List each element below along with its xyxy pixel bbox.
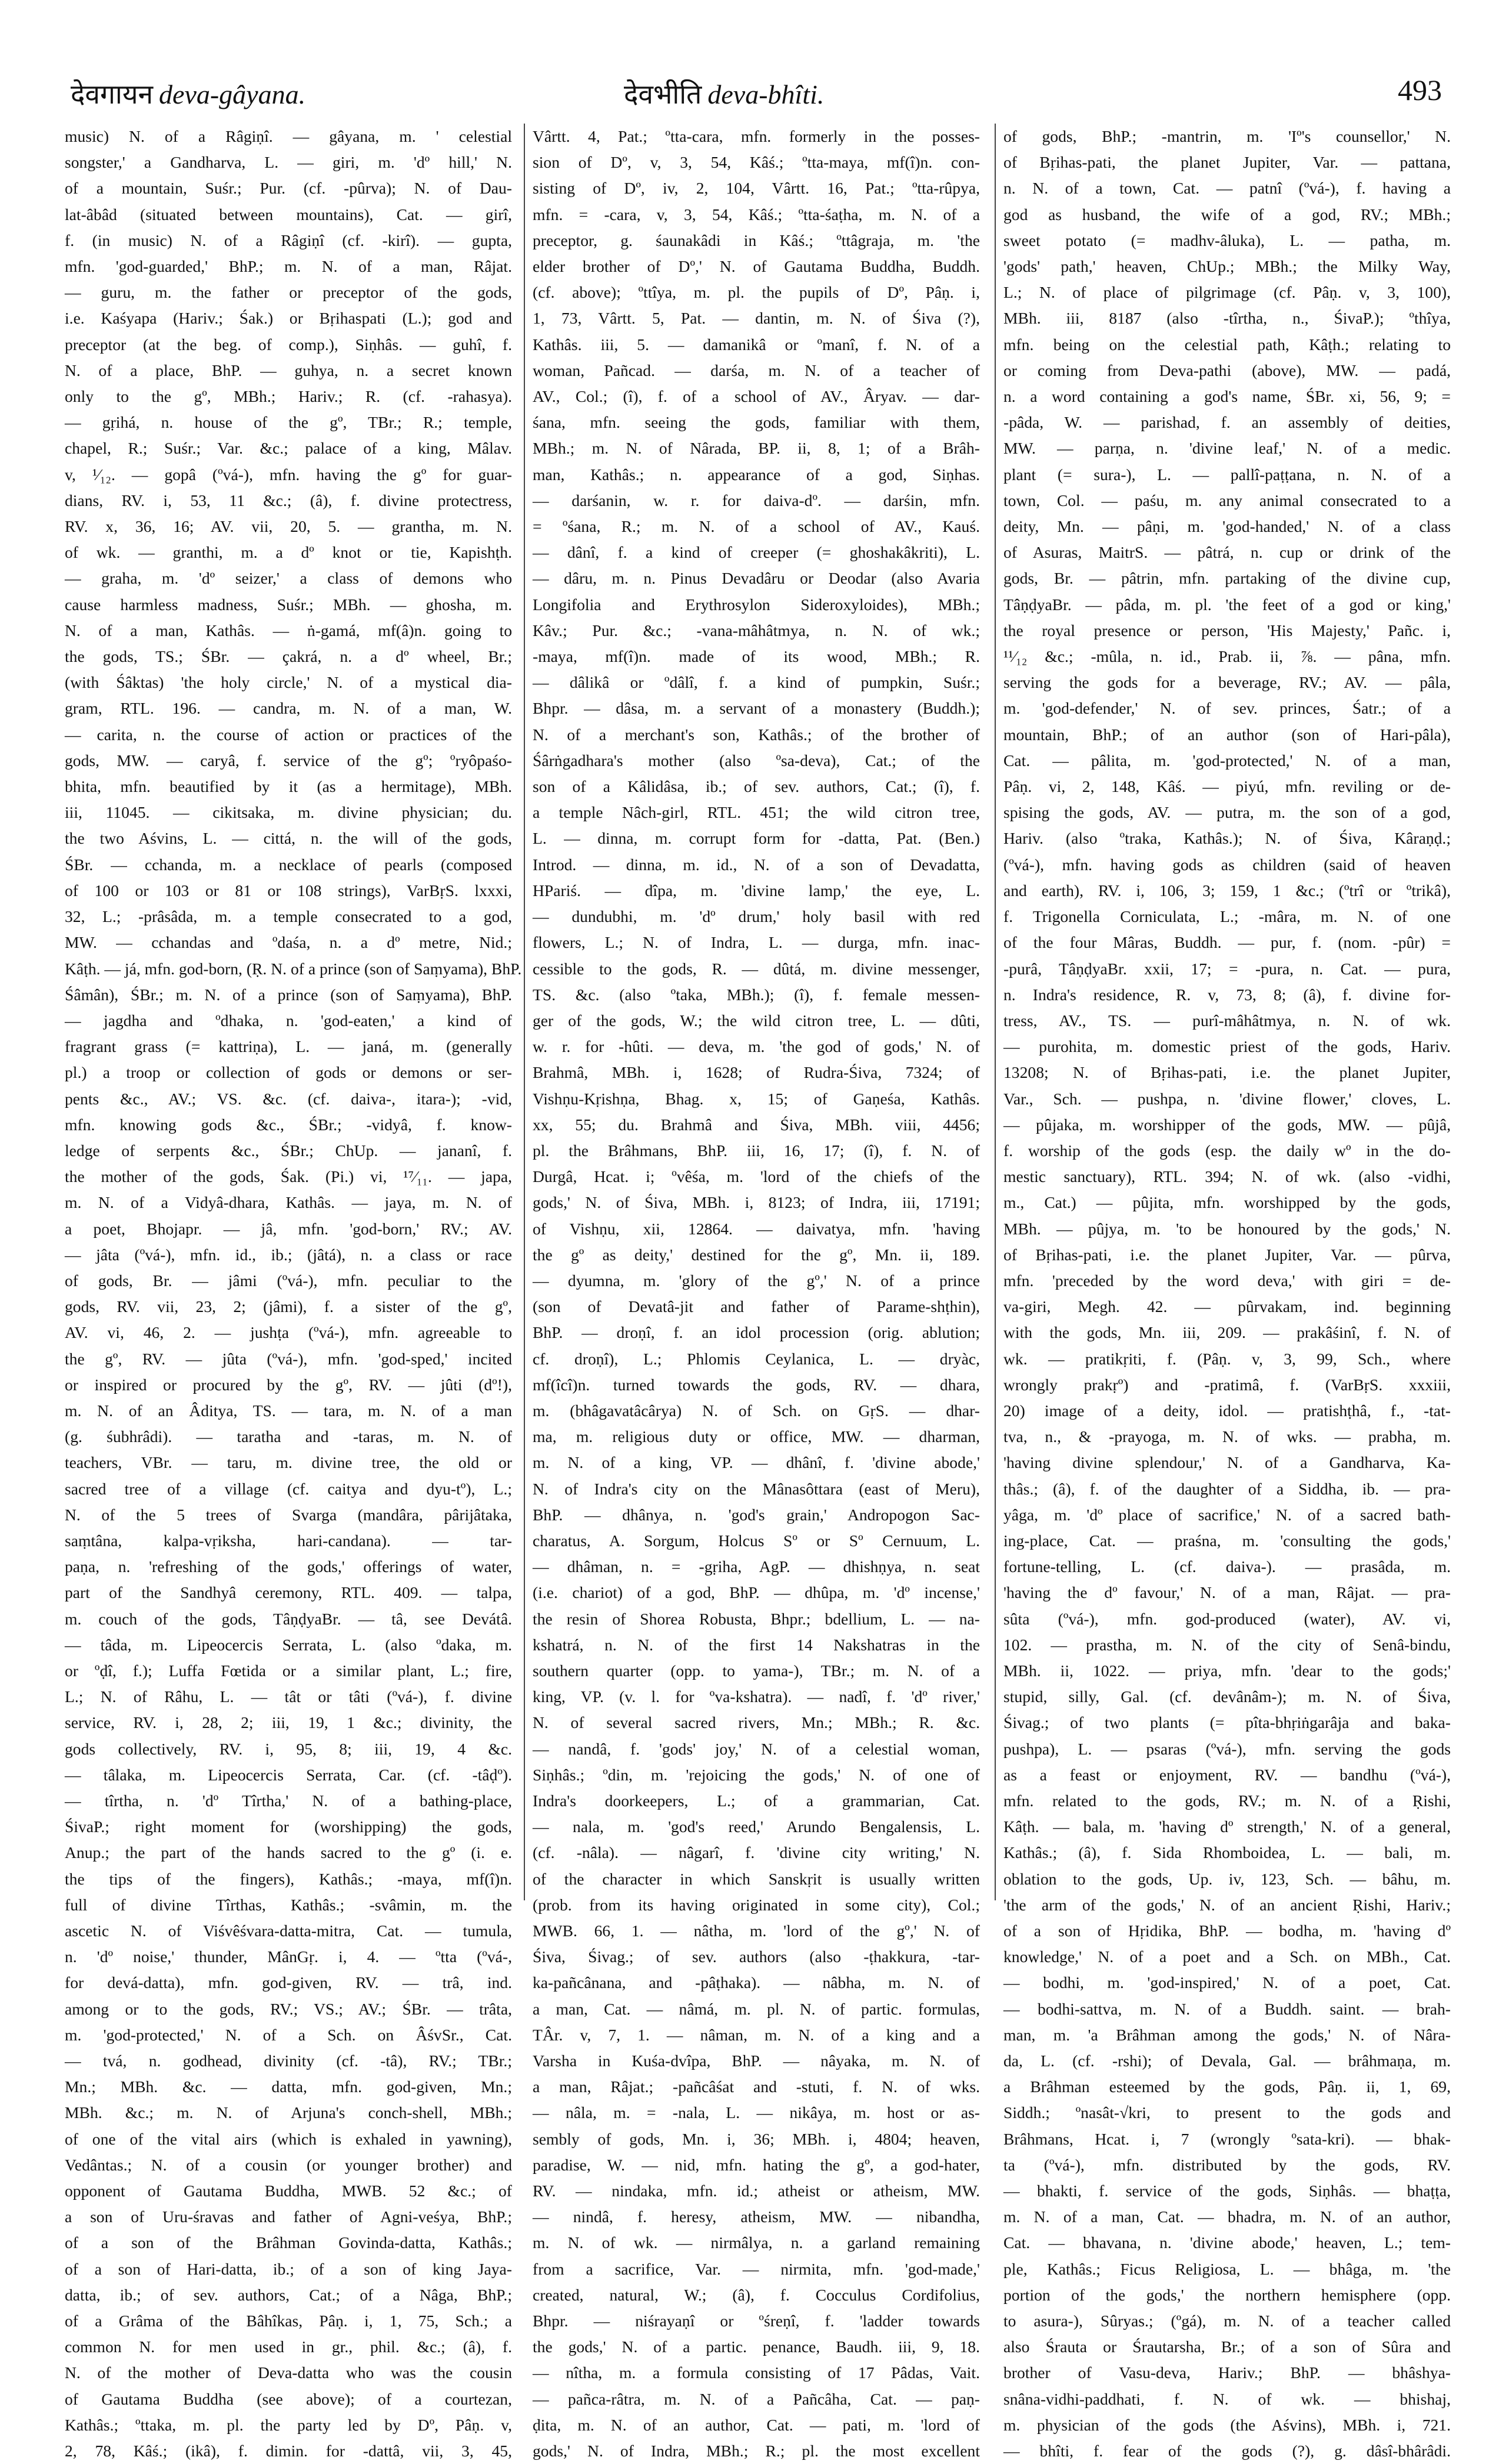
- entry-line: gods, Br. — pâtrin, mfn. partaking of the divine cup,: [1003, 569, 1451, 588]
- entry-line: Longifolia and Erythrosylon Sideroxyloides), MBh.;: [533, 595, 980, 614]
- entry-line: serving the gods for a beverage, RV.; AV. — pâla,: [1003, 673, 1451, 692]
- entry-line: deity, Mn. — pâṇi, m. 'god-handed,' N. of a class: [1003, 517, 1451, 536]
- entry-line: MWB. 66, 1. — nâtha, m. 'lord of the gº,' N. of: [533, 1922, 980, 1940]
- entry-line: mf(îcî)n. turned towards the gods, RV. — dhara,: [533, 1375, 980, 1394]
- entry-line: of Bṛihas-pati, i.e. the planet Jupiter, Var. — pûrva,: [1003, 1245, 1451, 1264]
- entry-line: — pañca-râtra, m. N. of a Pañcâha, Cat. — paṇ-: [533, 2389, 980, 2408]
- entry-line: = ºśana, R.; m. N. of a school of AV., Kauś.: [533, 517, 980, 536]
- entry-line: BhP. — dhânya, n. 'god's grain,' Andropogon Sac-: [533, 1505, 980, 1524]
- dictionary-body: [65, 124, 1451, 2460]
- entry-line: N. of a merchant's son, Kathâs.; of the brother of: [533, 725, 980, 744]
- entry-line: cessible to the gods, R. — dûtá, m. divine messenger,: [533, 959, 980, 978]
- entry-line: ascetic N. of Viśvêśvara-datta-mitra, Cat. — tumula,: [65, 1922, 512, 1940]
- entry-line: fragrant grass (= kattriṇa), L. — janá, m. (generally: [65, 1037, 512, 1056]
- entry-line: f. Trigonella Corniculata, L.; -mâra, m. N. of one: [1003, 907, 1451, 926]
- entry-line: RV. — nindaka, mfn. id.; atheist or atheism, MW.: [533, 2182, 980, 2200]
- entry-line: TS. &c. (also ºtaka, MBh.); (î), f. female messen-: [533, 985, 980, 1004]
- entry-line: plant (= sura-), L. — pallî-paṭṭana, n. N. of a: [1003, 465, 1451, 484]
- entry-line: ta (ºvá-), mfn. distributed by the gods, RV.: [1003, 2155, 1451, 2174]
- entry-line: of 100 or 103 or 81 or 108 strings), VarBṛS. lxxxi,: [65, 881, 512, 900]
- entry-line: TÂr. v, 7, 1. — nâman, m. N. of a king and a: [533, 2025, 980, 2044]
- entry-line: ŚivaP.; right moment for (worshipping) the gods,: [65, 1817, 512, 1836]
- entry-line: mfn. being on the celestial path, Kâṭh.; relating to: [1003, 335, 1451, 354]
- entry-line: 'gods' path,' heaven, ChUp.; MBh.; the Milky Way,: [1003, 257, 1451, 276]
- entry-line: — graha, m. 'dº seizer,' a class of demons who: [65, 569, 512, 588]
- entry-line: dians, RV. i, 53, 11 &c.; (â), f. divine protectress,: [65, 491, 512, 510]
- entry-line: or coming from Deva-pathi (above), MW. — padá,: [1003, 361, 1451, 379]
- entry-line: of gods, BhP.; -mantrin, m. 'Iº's counsellor,' N.: [1003, 127, 1451, 145]
- entry-line: ger of the gods, W.; the wild citron tree, L. — dûti,: [533, 1011, 980, 1030]
- entry-line: fortune-telling, L. (cf. daiva-). — prasâda, m.: [1003, 1557, 1451, 1576]
- entry-line: Indra's doorkeepers, L.; of a grammarian, Cat.: [533, 1792, 980, 1810]
- entry-line: ma, m. religious duty or office, MW. — dharman,: [533, 1427, 980, 1446]
- entry-line: a temple Nâch-girl, RTL. 451; the wild citron tree,: [533, 803, 980, 822]
- left-head-translit: deva-gâyana.: [159, 79, 306, 109]
- entry-line: — dyumna, m. 'glory of the gº,' N. of a prince: [533, 1271, 980, 1290]
- entry-line: — tâda, m. Lipeocercis Serrata, L. (also ºdaka, m.: [65, 1635, 512, 1654]
- entry-line: mfn. knowing gods &c., ŚBr.; -vidyâ, f. know-: [65, 1115, 512, 1134]
- entry-line: Vishṇu-Kṛishṇa, Bhag. x, 15; of Gaṇeśa, Kathâs.: [533, 1089, 980, 1108]
- entry-line: Bhpr. — dâsa, m. a servant of a monastery (Buddh.);: [533, 699, 980, 718]
- entry-line: N. of a place, BhP. — guhya, n. a secret known: [65, 361, 512, 379]
- entry-line: the tips of the fingers), Kathâs.; -maya, mf(î)n.: [65, 1869, 512, 1888]
- entry-line: HPariś. — dîpa, m. 'divine lamp,' the eye, L.: [533, 881, 980, 900]
- entry-line: (ºvá-), mfn. having gods as children (said of heaven: [1003, 855, 1451, 874]
- entry-line: spising the gods, AV. — putra, m. the son of a god,: [1003, 803, 1451, 822]
- entry-line: m. couch of the gods, TâṇḍyaBr. — tâ, see Devátâ.: [65, 1609, 512, 1628]
- entry-line: the gº, RV. — jûta (ºvá-), mfn. 'god-sped,' incited: [65, 1349, 512, 1368]
- entry-line: and earth), RV. i, 106, 3; 159, 1 &c.; (ºtrî or ºtrikâ),: [1003, 881, 1451, 900]
- entry-line: also Śrauta or Śrautarsha, Br.; of a son of Sûra and: [1003, 2338, 1451, 2356]
- entry-line: man, m. 'a Brâhman among the gods,' N. of Nâra-: [1003, 2025, 1451, 2044]
- entry-line: portion of the gods,' the northern hemisphere (opp.: [1003, 2285, 1451, 2304]
- entry-line: cf. droṇî), L.; Phlomis Ceylanica, L. — dryàc,: [533, 1349, 980, 1368]
- entry-line: mountain, BhP.; of an author (son of Hari-pâla),: [1003, 725, 1451, 744]
- entry-line: of a son of Hari-datta, ib.; of a son of king Jaya-: [65, 2259, 512, 2278]
- entry-line: for devá-datta), mfn. god-given, RV. — trâ, ind.: [65, 1973, 512, 1992]
- left-running-head: [71, 75, 305, 112]
- entry-line: gods,' N. of Śiva, MBh. i, 8123; of Indra, iii, 17191;: [533, 1193, 980, 1212]
- entry-line: -pâda, W. — parishad, f. an assembly of deities,: [1003, 413, 1451, 432]
- entry-line: sûta (ºvá-), mfn. god-produced (water), AV. vi,: [1003, 1609, 1451, 1628]
- entry-line: from a sacrifice, Var. — nirmita, mfn. 'god-made,': [533, 2259, 980, 2278]
- entry-line: pents &c., AV.; VS. &c. (cf. daiva-, itara-); -vid,: [65, 1089, 512, 1108]
- entry-line: — bodhi, m. 'god-inspired,' N. of a poet, Cat.: [1003, 1973, 1451, 1992]
- entry-line: full of divine Tîrthas, Kathâs.; -svâmin, m. the: [65, 1895, 512, 1914]
- entry-line: -purâ, TâṇḍyaBr. xxii, 17; = -pura, n. Cat. — pura,: [1003, 959, 1451, 978]
- entry-line: AV., Col.; (î), f. of a school of AV., Âryav. — dar-: [533, 387, 980, 406]
- entry-line: Vedântas.; N. of a cousin (or younger brother) and: [65, 2155, 512, 2174]
- entry-line: wk. — pratikṛiti, f. (Pâṇ. v, 3, 99, Sch., where: [1003, 1349, 1451, 1368]
- entry-line: n. a word containing a god's name, ŚBr. xi, 56, 9; =: [1003, 387, 1451, 406]
- entry-line: datta, ib.; of sev. authors, Cat.; of a Nâga, BhP.;: [65, 2285, 512, 2304]
- entry-line: (cf. -nâla). — nâgarî, f. 'divine city writing,' N.: [533, 1843, 980, 1862]
- entry-line: ple, Kathâs.; Ficus Religiosa, L. — bhâga, m. 'the: [1003, 2259, 1451, 2278]
- entry-line: Vârtt. 4, Pat.; ºtta-cara, mfn. formerly in the posses-: [533, 127, 980, 145]
- entry-line: of a son of Hṛidika, BhP. — bodha, m. 'having dº: [1003, 1922, 1451, 1940]
- entry-line: — dâru, m. n. Pinus Devadâru or Deodar (also Avaria: [533, 569, 980, 588]
- entry-line: — tîrtha, n. 'dº Tîrtha,' N. of a bathing-place,: [65, 1792, 512, 1810]
- entry-line: (cf. above); ºttîya, m. pl. the pupils of Dº, Pâṇ. i,: [533, 283, 980, 302]
- entry-line: m., Cat.) — pûjita, mfn. worshipped by the gods,: [1003, 1193, 1451, 1212]
- entry-line: Hariv. (also ºtraka, Kathâs.); N. of Śiva, Kâraṇḍ.;: [1003, 829, 1451, 848]
- entry-line: Cat. — pâlita, m. 'god-protected,' N. of a man,: [1003, 751, 1451, 770]
- entry-line: only to the gº, MBh.; Hariv.; R. (cf. -rahasya).: [65, 387, 512, 406]
- entry-line: MBh. iii, 8187 (also -tîrtha, n., ŚivaP.); ºthîya,: [1003, 309, 1451, 328]
- entry-line: gram, RTL. 196. — candra, m. N. of a man, W.: [65, 699, 512, 718]
- entry-line: teachers, VBr. — taru, m. divine tree, the old or: [65, 1453, 512, 1472]
- entry-line: kshatrá, n. N. of the first 14 Nakshatras in the: [533, 1635, 980, 1654]
- entry-line: — dâlikâ or ºdâlî, f. a kind of pumpkin, Suśr.;: [533, 673, 980, 692]
- entry-line: 1, 73, Vârtt. 5, Pat. — dantin, m. N. of Śiva (?),: [533, 309, 980, 328]
- entry-line: f. (in music) N. of a Râgiṇî (cf. -kirî). — gupta,: [65, 231, 512, 249]
- entry-line: 'having divine splendour,' N. of a Gandharva, Ka-: [1003, 1453, 1451, 1472]
- entry-line: f. worship of the gods (esp. the daily wº in the do-: [1003, 1141, 1451, 1160]
- entry-line: mfn. 'god-guarded,' BhP.; m. N. of a man, Râjat.: [65, 257, 512, 276]
- entry-line: — tvá, n. godhead, divinity (cf. -tâ), RV.; TBr.;: [65, 2052, 512, 2070]
- page-number: 493: [1398, 74, 1442, 106]
- entry-line: N. of the mother of Deva-datta who was the cousin: [65, 2363, 512, 2382]
- entry-line: gods, MW. — caryâ, f. service of the gº; ºryôpaśo-: [65, 751, 512, 770]
- entry-line: mfn. 'preceded by the word deva,' with giri = de-: [1003, 1271, 1451, 1290]
- entry-line: saṃtâna, kalpa-vṛiksha, hari-candana). — tar-: [65, 1531, 512, 1550]
- entry-line: (prob. from its having originated in some city), Col.;: [533, 1895, 980, 1914]
- entry-line: created, natural, W.; (â), f. Cocculus Cordifolius,: [533, 2285, 980, 2304]
- entry-line: — purohita, m. domestic priest of the gods, Hariv.: [1003, 1037, 1451, 1056]
- entry-line: N. of a man, Kathâs. — ṅ-gamá, mf(â)n. going to: [65, 621, 512, 640]
- entry-line: — darśanin, w. r. for daiva-dº. — darśin, mfn.: [533, 491, 980, 510]
- entry-line: L. — dinna, m. corrupt form for -datta, Pat. (Ben.): [533, 829, 980, 848]
- entry-line: — nala, m. 'god's reed,' Arundo Bengalensis, L.: [533, 1817, 980, 1836]
- entry-line: i.e. Kaśyapa (Hariv.; Śak.) or Bṛihaspati (L.); god and: [65, 309, 512, 328]
- entry-line: mestic sanctuary), RTL. 394; N. of wk. (also -vidhi,: [1003, 1167, 1451, 1186]
- entry-line: chapel, R.; Suśr.; Var. &c.; palace of a king, Mâlav.: [65, 439, 512, 458]
- right-head-translit: deva-bhîti.: [707, 79, 825, 109]
- entry-line: — nandâ, f. 'gods' joy,' N. of a celestial woman,: [533, 1739, 980, 1758]
- entry-line: Var., Sch. — pushpa, n. 'divine flower,' cloves, L.: [1003, 1089, 1451, 1108]
- entry-line: m. N. of a man, Cat. — bhadra, m. N. of an author,: [1003, 2207, 1451, 2226]
- entry-line: MW. — cchandas and ºdaśa, n. a dº metre, Nid.;: [65, 933, 512, 952]
- column-2: [533, 124, 980, 2460]
- entry-line: — nîtha, m. a formula consisting of 17 Pâdas, Vait.: [533, 2363, 980, 2382]
- entry-line: of Asuras, MaitrS. — pâtrá, n. cup or drink of the: [1003, 543, 1451, 562]
- entry-line: mfn. related to the gods, RV.; m. N. of a Ṛishi,: [1003, 1792, 1451, 1810]
- entry-line: tress, AV., TS. — purî-mâhâtmya, n. N. of wk.: [1003, 1011, 1451, 1030]
- left-head-devanagari: देवगायन: [71, 78, 154, 110]
- entry-line: of the four Mâras, Buddh. — pur, f. (nom. -pûr) =: [1003, 933, 1451, 952]
- entry-line: (g. śubhrâdi). — taratha and -taras, m. N. of: [65, 1427, 512, 1446]
- entry-line: a man, Cat. — nâmá, m. pl. N. of partic. formulas,: [533, 1999, 980, 2018]
- entry-line: xx, 55; du. Brahmâ and Śiva, MBh. viii, 4456;: [533, 1115, 980, 1134]
- entry-line: Anup.; the part of the hands sacred to the gº (i. e.: [65, 1843, 512, 1862]
- entry-line: preceptor (at the beg. of comp.), Siṇhâs. — guhî, f.: [65, 335, 512, 354]
- entry-line: son of a Kâlidâsa, ib.; of sev. authors, Cat.; (î), f.: [533, 777, 980, 796]
- entry-line: RV. x, 36, 16; AV. vii, 20, 5. — grantha, m. N.: [65, 517, 512, 536]
- entry-line: of Bṛihas-pati, the planet Jupiter, Var. — pattana,: [1003, 153, 1451, 172]
- right-running-head: [624, 75, 824, 112]
- entry-line: Śârṅgadhara's mother (also ºsa-deva), Cat.; of the: [533, 751, 980, 770]
- entry-line: ŚBr. — cchanda, m. a necklace of pearls (composed: [65, 855, 512, 874]
- entry-line: sion of Dº, v, 3, 54, Kâś.; ºtta-maya, mf(î)n. con-: [533, 153, 980, 172]
- entry-line: of a son of the Brâhman Govinda-datta, Kathâs.;: [65, 2233, 512, 2252]
- entry-line: music) N. of a Râgiṇî. — gâyana, m. ' celestial: [65, 127, 512, 145]
- entry-line: Kathâs.; (â), f. Sida Rhomboidea, L. — bali, m.: [1003, 1843, 1451, 1862]
- entry-line: ledge of serpents &c., ŚBr.; ChUp. — jananî, f.: [65, 1141, 512, 1160]
- entry-line: w. r. for -hûti. — deva, m. 'the god of gods,' N. of: [533, 1037, 980, 1056]
- entry-line: sacred tree of a village (cf. caitya and dyu-tº), L.;: [65, 1479, 512, 1498]
- entry-line: yâga, m. 'dº place of sacrifice,' N. of a sacred bath-: [1003, 1505, 1451, 1524]
- entry-line: 'the arm of the gods,' N. of an ancient Ṛishi, Hariv.;: [1003, 1895, 1451, 1914]
- entry-line: stupid, silly, Gal. (cf. devânâm-); m. N. of Śiva,: [1003, 1687, 1451, 1706]
- entry-line: of gods, Br. — jâmi (ºvá-), mfn. peculiar to the: [65, 1271, 512, 1290]
- entry-line: common N. for men used in gr., phil. &c.; (â), f.: [65, 2338, 512, 2356]
- entry-line: gods,' N. of Indra, MBh.; R.; pl. the most excellent: [533, 2442, 980, 2460]
- entry-line: m. N. of a king, VP. — dhânî, f. 'divine abode,': [533, 1453, 980, 1472]
- entry-line: m. N. of wk. — nirmâlya, n. a garland remaining: [533, 2233, 980, 2252]
- entry-line: man, Kathâs.; n. appearance of a god, Siṇhas.: [533, 465, 980, 484]
- entry-line: Śâmân), ŚBr.; m. N. of a prince (son of Saṃyama), BhP.: [65, 985, 512, 1004]
- column-1: [65, 124, 522, 2460]
- entry-line: Kâv.; Pur. &c.; -vana-mâhâtmya, n. N. of wk.;: [533, 621, 980, 640]
- right-head-devanagari: देवभीति: [624, 78, 702, 110]
- entry-line: N. of several sacred rivers, Mn.; MBh.; R. &c.: [533, 1713, 980, 1732]
- entry-line: Cat. — bhavana, n. 'divine abode,' heaven, L.; tem-: [1003, 2233, 1451, 2252]
- entry-line: 'having the dº favour,' N. of a man, Râjat. — pra-: [1003, 1583, 1451, 1602]
- entry-line: Bhpr. — niśrayaṇî or ºśreṇî, f. 'ladder towards: [533, 2312, 980, 2330]
- entry-line: N. of Indra's city on the Mânasôttara (east of Meru),: [533, 1479, 980, 1498]
- entry-line: paṇa, n. 'refreshing of the gods,' offerings of water,: [65, 1557, 512, 1576]
- entry-line: L.; N. of place of pilgrimage (cf. Pâṇ. v, 3, 100),: [1003, 283, 1451, 302]
- entry-line: v, ¹⁄₁₂. — gopâ (ºvá-), mfn. having the gº for guar-: [65, 465, 512, 484]
- entry-line: MBh. ii, 1022. — priya, mfn. 'dear to the gods;': [1003, 1661, 1451, 1680]
- entry-line: or inspired or procured by the gº, RV. — jûti (dº!),: [65, 1375, 512, 1394]
- column-3: [1003, 124, 1451, 2460]
- entry-line: Durgâ, Hcat. i; ºvêśa, m. 'lord of the chiefs of the: [533, 1167, 980, 1186]
- entry-line: iii, 11045. — cikitsaka, m. divine physician; du.: [65, 803, 512, 822]
- entry-line: sweet potato (= madhv-âluka), L. — patha, m.: [1003, 231, 1451, 249]
- entry-line: ing-place, Cat. — praśna, m. 'consulting the gods,': [1003, 1531, 1451, 1550]
- entry-line: — jagdha and ºdhaka, n. 'god-eaten,' a kind of: [65, 1011, 512, 1030]
- entry-line: Brahmâ, MBh. i, 1628; of Rudra-Śiva, 7324; of: [533, 1063, 980, 1082]
- entry-line: 20) image of a deity, idol. — pratishṭhâ, f., -tat-: [1003, 1401, 1451, 1420]
- entry-line: MW. — parṇa, n. 'divine leaf,' N. of a medic.: [1003, 439, 1451, 458]
- entry-line: gods collectively, RV. i, 95, 8; iii, 19, 4 &c.: [65, 1739, 512, 1758]
- entry-line: lat-âbâd (situated between mountains), Cat. — girî,: [65, 205, 512, 224]
- entry-line: as a feast or enjoyment, RV. — bandhu (ºvá-),: [1003, 1765, 1451, 1784]
- entry-line: or ºḍî, f.); Luffa Fœtida or a similar plant, L.; fire,: [65, 1661, 512, 1680]
- entry-line: m. N. of an Âditya, TS. — tara, m. N. of a man: [65, 1401, 512, 1420]
- entry-line: (i.e. chariot) of a god, BhP. — dhûpa, m. 'dº incense,': [533, 1583, 980, 1602]
- entry-line: 2, 78, Kâś.; (ikâ), f. dimin. for -dattâ, vii, 3, 45,: [65, 2442, 512, 2460]
- entry-line: — jâta (ºvá-), mfn. id., ib.; (jâtá), n. a class or race: [65, 1245, 512, 1264]
- entry-line: — bhakti, f. service of the gods, Siṇhâs. — bhaṭṭa,: [1003, 2182, 1451, 2200]
- entry-line: pl.) a troop or collection of gods or demons or ser-: [65, 1063, 512, 1082]
- entry-line: Siddh.; ºnasât-√kri, to present to the gods and: [1003, 2103, 1451, 2122]
- entry-line: 102. — prastha, m. N. of the city of Senâ-bindu,: [1003, 1635, 1451, 1654]
- entry-line: 13208; N. of Bṛihas-pati, i.e. the planet Jupiter,: [1003, 1063, 1451, 1082]
- entry-line: m. 'god-defender,' N. of sev. princes, Śatr.; of a: [1003, 699, 1451, 718]
- entry-line: ka-pañcânana, and -pâṭhaka). — nâbha, m. N. of: [533, 1973, 980, 1992]
- entry-line: — gṛihá, n. house of the gº, TBr.; R.; temple,: [65, 413, 512, 432]
- entry-line: — nindâ, f. heresy, atheism, MW. — nibandha,: [533, 2207, 980, 2226]
- entry-line: a Brâhman esteemed by the gods, Pâṇ. ii, 1, 69,: [1003, 2077, 1451, 2096]
- entry-line: Introd. — dinna, m. id., N. of a son of Devadatta,: [533, 855, 980, 874]
- entry-line: town, Col. — paśu, m. any animal consecrated to a: [1003, 491, 1451, 510]
- entry-line: N. of the 5 trees of Svarga (mandâra, pârijâtaka,: [65, 1505, 512, 1524]
- entry-line: a poet, Bhojapr. — jâ, mfn. 'god-born,' RV.; AV.: [65, 1219, 512, 1238]
- entry-line: king, VP. (v. l. for ºva-kshatra). — nadî, f. 'dº river,': [533, 1687, 980, 1706]
- entry-line: — tâlaka, m. Lipeocercis Serrata, Car. (cf. -tâḍº).: [65, 1765, 512, 1784]
- entry-line: a son of Uru-śravas and father of Agni-veśya, BhP.;: [65, 2207, 512, 2226]
- entry-line: gods, RV. vii, 23, 2; (jâmi), f. a sister of the gº,: [65, 1297, 512, 1316]
- entry-line: thâs.; (â), f. of the daughter of a Siddha, ib. — pra-: [1003, 1479, 1451, 1498]
- entry-line: sembly of gods, Mn. i, 36; MBh. i, 4804; heaven,: [533, 2129, 980, 2148]
- entry-line: pl. the Brâhmans, BhP. iii, 16, 17; (î), f. N. of: [533, 1141, 980, 1160]
- entry-line: Kathâs. iii, 5. — damanikâ or ºmanî, f. N. of a: [533, 335, 980, 354]
- entry-line: — bhîti, f. fear of the gods (?), g. dâsî-bhârâdi.: [1003, 2442, 1451, 2460]
- entry-line: Kathâs.; ºttaka, m. pl. the party led by Dº, Pâṇ. v,: [65, 2415, 512, 2434]
- entry-line: wrongly prakṛº) and -pratimâ, f. (VarBṛS. xxxiii,: [1003, 1375, 1451, 1394]
- entry-line: TâṇḍyaBr. — pâda, m. pl. 'the feet of a god or king,': [1003, 595, 1451, 614]
- entry-line: snâna-vidhi-paddhati, f. N. of wk. — bhishaj,: [1003, 2389, 1451, 2408]
- entry-line: — dundubhi, m. 'dº drum,' holy basil with red: [533, 907, 980, 926]
- entry-line: (son of Devatâ-jit and father of Parame-shṭhin),: [533, 1297, 980, 1316]
- entry-line: ¹¹⁄₁₂ &c.; -mûla, n. id., Prab. ii, ⅞. — pâna, mfn.: [1003, 647, 1451, 666]
- entry-line: the resin of Shorea Robusta, Bhpr.; bdellium, L. — na-: [533, 1609, 980, 1628]
- entry-line: charatus, A. Sorgum, Holcus Sº or Sº Cernuum, L.: [533, 1531, 980, 1550]
- entry-line: the gods, TS.; ŚBr. — çakrá, n. a dº wheel, Br.;: [65, 647, 512, 666]
- entry-line: pushpa), L. — psaras (ºvá-), mfn. serving the gods: [1003, 1739, 1451, 1758]
- entry-line: part of the Sandhyâ ceremony, RTL. 409. — talpa,: [65, 1583, 512, 1602]
- entry-line: — guru, m. the father or preceptor of the gods,: [65, 283, 512, 302]
- entry-line: a man, Râjat.; -pañcâśat and -stuti, f. N. of wks.: [533, 2077, 980, 2096]
- entry-line: of a Grâma of the Bâhîkas, Pâṇ. i, 1, 75, Sch.; a: [65, 2312, 512, 2330]
- entry-line: flowers, L.; N. of Indra, L. — durga, mfn. inac-: [533, 933, 980, 952]
- entry-line: da, L. (cf. -rshi); of Devala, Gal. — brâhmaṇa, m.: [1003, 2052, 1451, 2070]
- entry-line: MBh. — pûjya, m. 'to be honoured by the gods,' N.: [1003, 1219, 1451, 1238]
- entry-line: Brâhmans, Hcat. i, 7 (wrongly ºsata-kri). — bhak-: [1003, 2129, 1451, 2148]
- entry-line: n. Indra's residence, R. v, 73, 8; (â), f. divine for-: [1003, 985, 1451, 1004]
- entry-line: n. N. of a town, Cat. — patnî (ºvá-), f. having a: [1003, 179, 1451, 198]
- entry-line: the mother of the gods, Śak. (Pi.) vi, ¹⁷⁄₁₁. — japa,: [65, 1167, 512, 1186]
- entry-line: — carita, n. the course of action or practices of the: [65, 725, 512, 744]
- entry-line: with the gods, Mn. iii, 209. — prakâśinî, f. N. of: [1003, 1323, 1451, 1342]
- entry-line: m. N. of a Vidyâ-dhara, Kathâs. — jaya, m. N. of: [65, 1193, 512, 1212]
- entry-line: (with Śâktas) 'the holy circle,' N. of a mystical dia-: [65, 673, 512, 692]
- entry-line: paradise, W. — nid, mfn. hating the gº, a god-hater,: [533, 2155, 980, 2174]
- entry-line: — bodhi-sattva, m. N. of a Buddh. saint. — brah-: [1003, 1999, 1451, 2018]
- entry-line: Kâṭh. — bala, m. 'having dº strength,' N. of a general,: [1003, 1817, 1451, 1836]
- entry-line: Pâṇ. vi, 2, 148, Kâś. — piyú, mfn. reviling or de-: [1003, 777, 1451, 796]
- entry-line: tva, n., & -prayoga, m. N. of wks. — prabha, m.: [1003, 1427, 1451, 1446]
- entry-line: MBh. &c.; m. N. of Arjuna's conch-shell, MBh.;: [65, 2103, 512, 2122]
- entry-line: oblation to the gods, Up. iv, 123, Sch. — bâhu, m.: [1003, 1869, 1451, 1888]
- entry-line: m. (bhâgavatâcârya) N. of Sch. on GṛS. — dhar-: [533, 1401, 980, 1420]
- entry-line: Mn.; MBh. &c. — datta, mfn. god-given, Mn.;: [65, 2077, 512, 2096]
- entry-line: śana, mfn. seeing the gods, familiar with them,: [533, 413, 980, 432]
- entry-line: Siṇhâs.; ºdin, m. 'rejoicing the gods,' N. of one of: [533, 1765, 980, 1784]
- entry-line: Varsha in Kuśa-dvîpa, BhP. — nâyaka, m. N. of: [533, 2052, 980, 2070]
- entry-line: L.; N. of Râhu, L. — tât or tâti (ºvá-), f. divine: [65, 1687, 512, 1706]
- entry-line: ḍita, m. N. of an author, Cat. — pati, m. 'lord of: [533, 2415, 980, 2434]
- entry-line: va-giri, Megh. 42. — pûrvakam, ind. beginning: [1003, 1297, 1451, 1316]
- entry-line: of Gautama Buddha (see above); of a courtezan,: [65, 2389, 512, 2408]
- entry-line: Śivag.; of two plants (= pîta-bhṛiṅgarâja and baka-: [1003, 1713, 1451, 1732]
- entry-line: of one of the vital airs (which is exhaled in yawning),: [65, 2129, 512, 2148]
- entry-line: god as husband, the wife of a god, RV.; MBh.;: [1003, 205, 1451, 224]
- entry-line: — dânî, f. a kind of creeper (= ghoshakâkriti), L.: [533, 543, 980, 562]
- entry-line: the two Aśvins, L. — cittá, n. the will of the gods,: [65, 829, 512, 848]
- entry-line: of the character in which Sanskṛit is usually written: [533, 1869, 980, 1888]
- entry-line: preceptor, g. śaunakâdi in Kâś.; ºttâgraja, m. 'the: [533, 231, 980, 249]
- entry-line: service, RV. i, 28, 2; iii, 19, 1 &c.; divinity, the: [65, 1713, 512, 1732]
- entry-line: Kâṭh. — já, mfn. god-born, (Ṛ. N. of a prince (son of Saṃyama), BhP.: [65, 959, 522, 978]
- entry-line: 32, L.; -prâsâda, m. a temple consecrated to a god,: [65, 907, 512, 926]
- entry-line: among or to the gods, RV.; VS.; AV.; ŚBr. — trâta,: [65, 1999, 512, 2018]
- entry-line: m. physician of the gods (the Aśvins), MBh. i, 721.: [1003, 2415, 1451, 2434]
- entry-line: n. 'dº noise,' thunder, MânGṛ. i, 4. — ºtta (ºvá-,: [65, 1947, 512, 1966]
- entry-line: knowledge,' N. of a poet and a Sch. on MBh., Cat.: [1003, 1947, 1451, 1966]
- entry-line: brother of Vasu-deva, Hariv.; BhP. — bhâshya-: [1003, 2363, 1451, 2382]
- entry-line: opponent of Gautama Buddha, MWB. 52 &c.; of: [65, 2182, 512, 2200]
- entry-line: mfn. = -cara, v, 3, 54, Kâś.; ºtta-śaṭha, m. N. of a: [533, 205, 980, 224]
- entry-line: — dhâman, n. = -gṛiha, AgP. — dhishṇya, n. seat: [533, 1557, 980, 1576]
- page-header: [71, 69, 1442, 111]
- entry-line: southern quarter (opp. to yama-), TBr.; m. N. of a: [533, 1661, 980, 1680]
- entry-line: Śiva, Śivag.; of sev. authors (also -ṭhakkura, -tar-: [533, 1947, 980, 1966]
- entry-line: of a mountain, Suśr.; Pur. (cf. -pûrva); N. of Dau-: [65, 179, 512, 198]
- entry-line: the royal presence or person, 'His Majesty,' Pañc. i,: [1003, 621, 1451, 640]
- entry-line: elder brother of Dº,' N. of Gautama Buddha, Buddh.: [533, 257, 980, 276]
- entry-line: the gº as deity,' destined for the gº, Mn. ii, 189.: [533, 1245, 980, 1264]
- entry-line: bhita, mfn. beautified by it (as a hermitage), MBh.: [65, 777, 512, 796]
- entry-line: the gods,' N. of a partic. penance, Baudh. iii, 9, 18.: [533, 2338, 980, 2356]
- entry-line: of Vishṇu, xii, 12864. — daivatya, mfn. 'having: [533, 1219, 980, 1238]
- entry-line: -maya, mf(î)n. made of its wood, MBh.; R.: [533, 647, 980, 666]
- entry-line: of wk. — granthi, m. a dº knot or tie, Kapishṭh.: [65, 543, 512, 562]
- entry-line: m. 'god-protected,' N. of a Sch. on ÂśvSr., Cat.: [65, 2025, 512, 2044]
- entry-line: — nâla, m. = -nala, L. — nikâya, m. host or as-: [533, 2103, 980, 2122]
- entry-line: BhP. — droṇî, f. an idol procession (orig. ablution;: [533, 1323, 980, 1342]
- entry-line: to asura-), Sûryas.; (ºgá), m. N. of a teacher called: [1003, 2312, 1451, 2330]
- entry-line: AV. vi, 46, 2. — jushṭa (ºvá-), mfn. agreeable to: [65, 1323, 512, 1342]
- entry-line: — pûjaka, m. worshipper of the gods, MW. — pûjâ,: [1003, 1115, 1451, 1134]
- entry-line: woman, Pañcad. — darśa, m. N. of a teacher of: [533, 361, 980, 379]
- entry-line: sisting of Dº, iv, 2, 104, Vârtt. 16, Pat.; ºtta-rûpya,: [533, 179, 980, 198]
- entry-line: MBh.; m. N. of Nârada, BP. ii, 8, 1; of a Brâh-: [533, 439, 980, 458]
- entry-line: cause harmless madness, Suśr.; MBh. — ghosha, m.: [65, 595, 512, 614]
- entry-line: songster,' a Gandharva, L. — giri, m. 'dº hill,' N.: [65, 153, 512, 172]
